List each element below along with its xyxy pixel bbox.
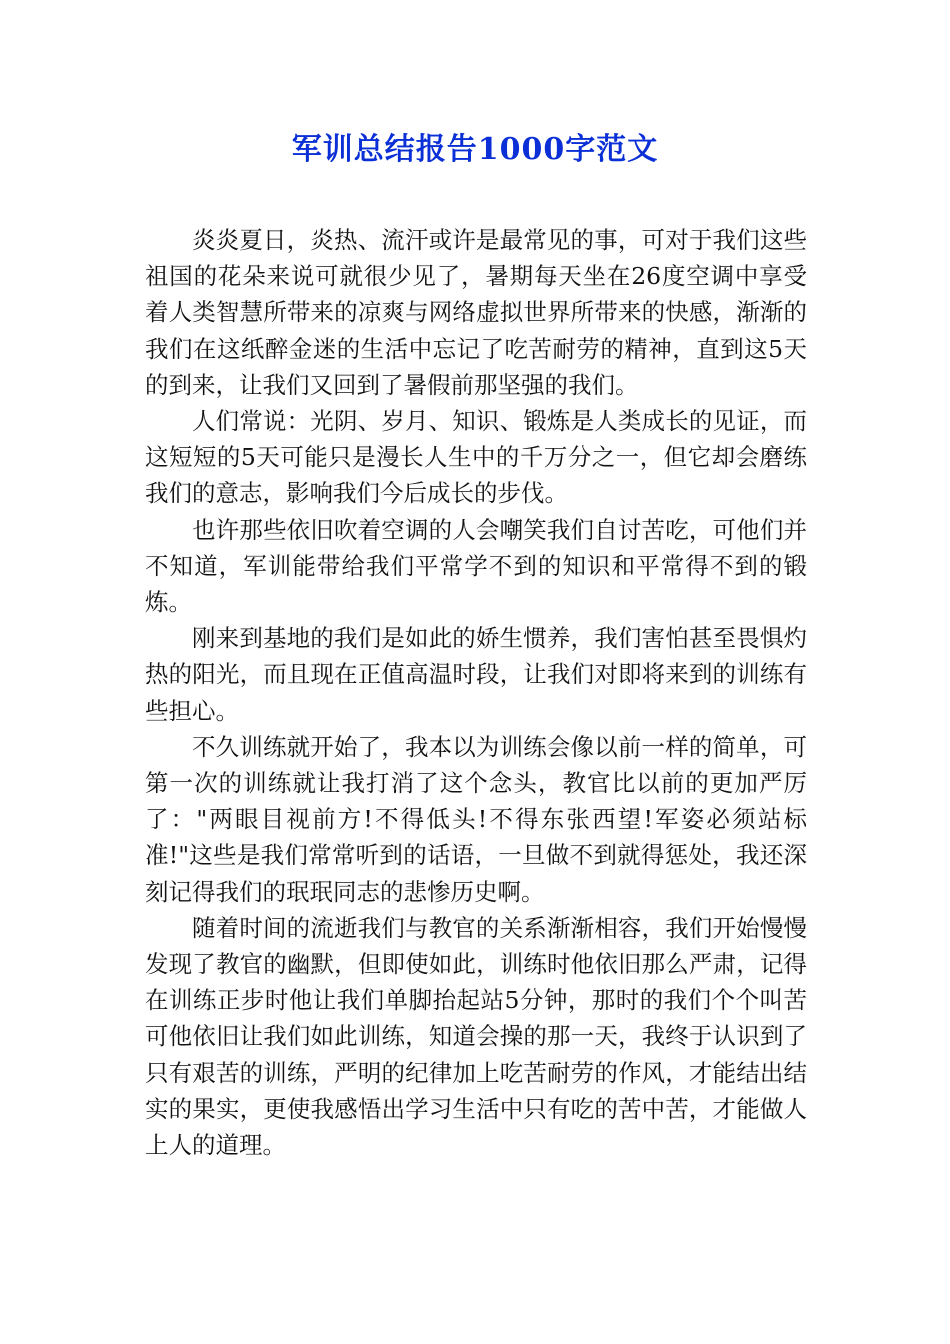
paragraph-5: 不久训练就开始了，我本以为训练会像以前一样的简单，可第一次的训练就让我打消了这个念头，教官比以前的更加严厉了："两眼目视前方!不得低头!不得东张西望!军姿必须站标准!"这些是我们常常听到的话语，一旦做不到就得惩处，我还深刻记得我们的珉珉同志的悲惨历史啊。 [145,732,807,906]
paragraph-3: 也许那些依旧吹着空调的人会嘲笑我们自讨苦吃，可他们并不知道，军训能带给我们平常学不到的知识和平常得不到的锻炼。 [145,515,807,617]
paragraph-1: 炎炎夏日，炎热、流汗或许是最常见的事，可对于我们这些祖国的花朵来说可就很少见了，暑期每天坐在26度空调中享受着人类智慧所带来的凉爽与网络虚拟世界所带来的快感，渐渐的我们在这纸醉金迷的生活中忘记了吃苦耐劳的精神，直到这5天的到来，让我们又回到了暑假前那坚强的我们。 [145,226,807,399]
paragraph-2: 人们常说：光阴、岁月、知识、锻炼是人类成长的见证，而这短短的5天可能只是漫长人生中的千万分之一，但它却会磨练我们的意志，影响我们今后成长的步伐。 [145,407,807,508]
document-body [145,222,807,1163]
paragraph-4: 刚来到基地的我们是如此的娇生惯养，我们害怕甚至畏惧灼热的阳光，而且现在正值高温时段，让我们对即将来到的训练有些担心。 [145,624,807,725]
document-title: 军训总结报告1000字范文 [291,132,659,167]
paragraph-6: 随着时间的流逝我们与教官的关系渐渐相容，我们开始慢慢发现了教官的幽默，但即使如此，训练时他依旧那么严肃，记得在训练正步时他让我们单脚抬起站5分钟，那时的我们个个叫苦可他依旧让我们如此训练，知道会操的那一天，我终于认识到了只有艰苦的训练，严明的纪律加上吃苦耐劳的作风，才能结出结实的果实，更使我感悟出学习生活中只有吃的苦中苦，才能做人上人的道理。 [145,913,807,1160]
